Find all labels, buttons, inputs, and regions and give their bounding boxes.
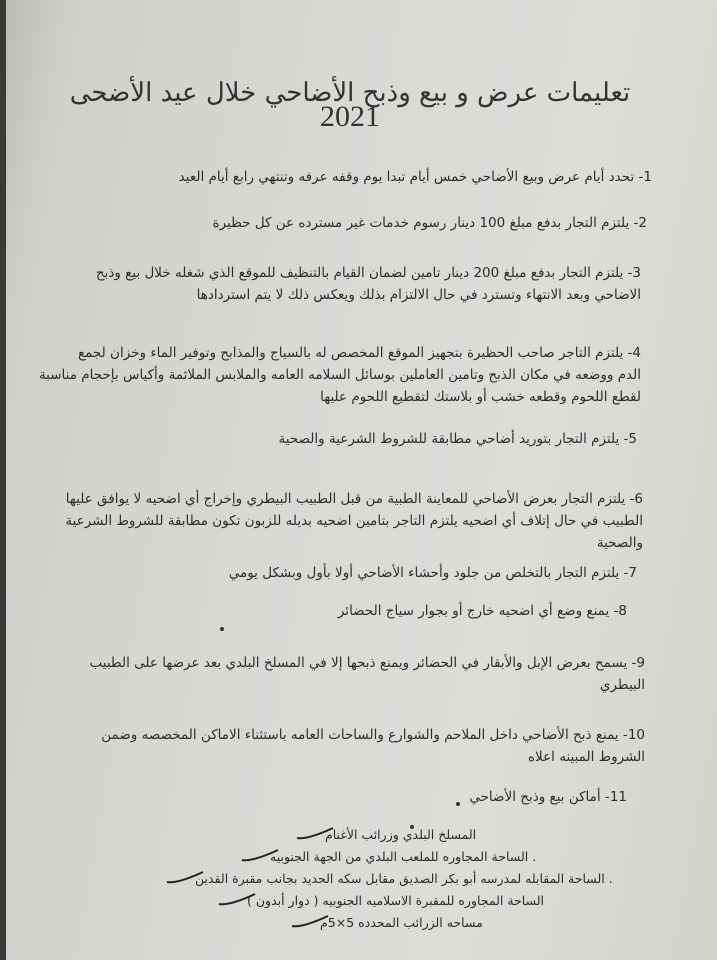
instruction-line: البيطري	[599, 677, 645, 693]
instruction-line: 8- يمنع وضع أي اضحيه خارج أو بجوار سياج الحضائر	[337, 603, 627, 619]
location-text: الساحة المجاوره للمقبرة الاسلاميه الجنوبيه ( دوار أبدون )	[247, 893, 545, 908]
instruction-item	[279, 428, 637, 450]
stray-dot	[220, 627, 224, 631]
instruction-line: الطبيب في حال إتلاف أي اضحيه يلتزم التاجر بتامين اضحيه بديله للزبون تكون مطابقة للشروط الشرعية	[65, 513, 643, 529]
instruction-line: الشروط المبينه اعلاه	[527, 749, 645, 765]
document-title: تعليمات عرض و بيع وذبح الأضاحي خلال عيد الأضحى	[69, 78, 631, 108]
instruction-item	[39, 342, 641, 408]
instruction-line: 2- يلتزم التجار بدفع مبلغ 100 دينار رسوم خدمات غير مسترده عن كل حظيرة	[212, 215, 647, 231]
location-text: . الساحة المقابله لمدرسه أبو بكر الصديق مقابل سكه الحديد بجانب مقبرة القدين	[195, 871, 613, 886]
instruction-line: والصحية	[596, 535, 643, 551]
locations-list	[175, 824, 652, 934]
stray-dot	[456, 802, 460, 806]
instruction-item	[65, 488, 643, 554]
checkmark-icon	[240, 848, 280, 864]
instruction-line: الاضاحي وبعد الانتهاء وتسترد في حال الالتزام بذلك ويعكس ذلك لا يتم استردادها	[196, 287, 641, 303]
checkmark-icon	[295, 826, 335, 842]
location-text: مساحه الزرائب المحدده 5×5م	[320, 915, 483, 930]
instruction-line: 5- يلتزم التجار بتوريد أضاحي مطابقة للشروط الشرعية والصحية	[278, 431, 637, 447]
instruction-line: 10- يمنع ذبح الأضاحي داخل الملاحم والشوارع والساحات العامه باستثناء الاماكن المخصصه وضمن	[101, 727, 645, 743]
instruction-item	[338, 600, 627, 622]
location-item	[175, 890, 652, 912]
instruction-item	[90, 652, 645, 696]
instruction-item	[101, 724, 645, 768]
checkmark-icon	[217, 892, 257, 908]
instruction-line: 9- يسمح بعرض الإبل والأبقار في الحضائر ويمنع ذبحها إلا في المسلخ البلدي بعد عرضها على الطبيب	[89, 655, 645, 671]
instruction-line: 4- يلتزم التاجر صاحب الحظيرة بتجهيز الموقع المخصص له بالسياج والمذابح وتوفير الماء وخزان لجمع	[77, 345, 641, 361]
instruction-item	[96, 262, 641, 306]
checkmark-icon	[290, 914, 330, 930]
instruction-item	[213, 212, 647, 234]
checkmark-icon	[165, 870, 205, 886]
paper-edge	[0, 0, 6, 960]
location-text: المسلخ البلدي وزرائب الأغنام	[325, 827, 477, 842]
location-item	[175, 824, 652, 846]
location-item	[175, 912, 652, 934]
instruction-line: 3- يلتزم التجار بدفع مبلغ 200 دينار تامين لضمان القيام بالتنظيف للموقع الذي شغله خلال بيع وذبح	[95, 265, 641, 281]
document-year: 2021	[320, 100, 380, 133]
instruction-line: الدم ووضعه في مكان الذبح وتامين العاملين بوسائل السلامه العامه والملابس الملائمة وأكياس بإحجام مناسبة	[38, 367, 641, 383]
location-item	[175, 846, 652, 868]
instruction-item	[229, 562, 637, 584]
location-text: . الساحة المجاوره للملعب البلدي من الجهة الجنوبيه	[270, 849, 537, 864]
instruction-line: 7- يلتزم التجار بالتخلص من جلود وأحشاء الأضاحي أولا بأول وبشكل يومي	[228, 565, 637, 581]
instruction-line: 6- يلتزم التجار بعرض الأضاحي للمعاينة الطبية من قبل الطبيب البيطري وإخراج أي اضحيه لا يوافق عليها	[65, 491, 643, 507]
location-item	[175, 868, 652, 890]
instruction-line: 11- أماكن بيع وذبح الأضاحي	[469, 789, 627, 805]
instruction-item	[469, 786, 627, 808]
instruction-item	[179, 166, 652, 188]
instruction-line: لقطع اللحوم وقطعه خشب أو بلاستك لتقطيع اللحوم عليها	[320, 389, 641, 405]
instruction-line: 1- تحدد أيام عرض وبيع الأضاحي خمس أيام تبدا يوم وقفه عرفه وتنتهي رابع أيام العيد	[178, 169, 652, 185]
